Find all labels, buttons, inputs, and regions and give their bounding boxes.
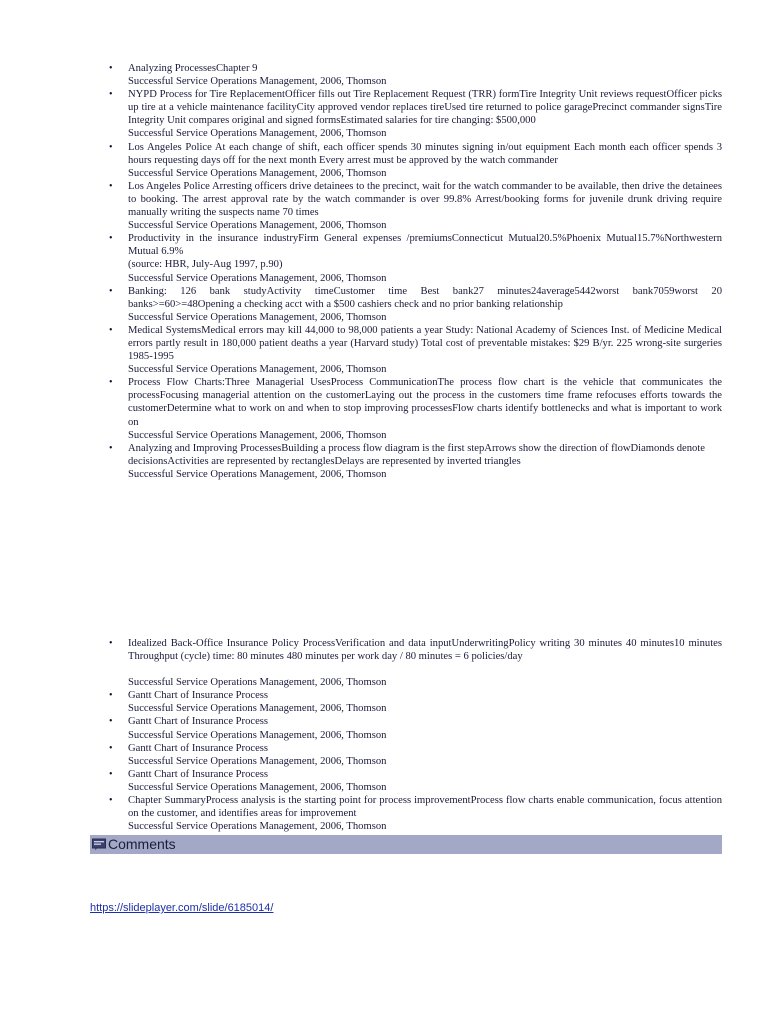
list-item-text: NYPD Process for Tire ReplacementOfficer fills out Tire Replacement Request (TRR) formTire Integrity Unit reviews requestOfficer picks up tire at a vehicle maintenance facilityCity approved vendor replaces tireUsed tire returned to police garagePrecinct commander signsTire Integrity Unit compares original and signed formsEstimated salaries for tire changing: $500,000 xyxy=(128,89,722,127)
bullet-icon: • xyxy=(109,442,113,454)
bullet-icon: • xyxy=(109,141,113,153)
bullet-icon: • xyxy=(109,716,113,728)
source-citation: Successful Service Operations Management, 2006, Thomson xyxy=(128,703,387,715)
list-item-text: Gantt Chart of Insurance Process xyxy=(128,768,269,780)
list-item xyxy=(109,637,722,689)
bullet-icon: • xyxy=(109,742,113,754)
bullet-icon: • xyxy=(109,377,113,389)
list-item xyxy=(109,689,722,715)
bullet-icon: • xyxy=(109,690,113,702)
list-item xyxy=(109,442,722,481)
list-item-text: Gantt Chart of Insurance Process xyxy=(128,716,269,728)
list-item xyxy=(109,180,722,232)
list-item xyxy=(109,62,722,88)
bullet-icon: • xyxy=(109,285,113,297)
list-item-text: Gantt Chart of Insurance Process xyxy=(128,690,269,702)
list-item xyxy=(109,742,722,768)
bullet-icon: • xyxy=(109,324,113,336)
source-citation: Successful Service Operations Management, 2006, Thomson xyxy=(128,755,387,767)
list-item-text: Gantt Chart of Insurance Process xyxy=(128,742,269,754)
source-citation: Successful Service Operations Management, 2006, Thomson xyxy=(128,468,387,480)
list-item-text: Los Angeles Police At each change of shift, each officer spends 30 minutes signing in/out equipment Each month each officer spends 3 hours requesting days off for the next month Every arrest must be approved by the watch commander xyxy=(128,141,722,166)
list-item xyxy=(109,794,722,833)
list-item xyxy=(109,232,722,284)
list-item xyxy=(109,88,722,140)
list-item-text: Chapter SummaryProcess analysis is the starting point for process improvementProcess flow charts enable communication, focus attention on the customer, and identifies areas for improvement xyxy=(128,795,722,820)
source-citation: Successful Service Operations Management, 2006, Thomson xyxy=(128,128,387,140)
bullet-icon: • xyxy=(109,795,113,807)
list-item-text: Process Flow Charts:Three Managerial UsesProcess CommunicationThe process flow chart is the vehicle that communicates the processFocusing managerial attention on the customerLaying out the process in the customers time frame refocuses efforts towards the customerDetermine what to work on and when to stop improving processesFlow charts identify bottlenecks and what is important to work on xyxy=(128,377,722,428)
bullet-list-bottom xyxy=(109,637,722,833)
bullet-icon: • xyxy=(109,63,113,74)
comments-bar[interactable] xyxy=(90,835,722,854)
list-item-text: Banking: 126 bank studyActivity timeCustomer time Best bank27 minutes24average5442worst bank7059worst 20 banks>=60>=48Opening a checking acct with a $500 cashiers check and no prior banking relationship xyxy=(128,285,722,310)
list-item-note: (source: HBR, July-Aug 1997, p.90) xyxy=(128,259,283,271)
list-item-text: Productivity in the insurance industryFirm General expenses /premiumsConnecticut Mutual20.5%Phoenix Mutual15.7%Northwestern Mutual 6.9% xyxy=(128,233,722,258)
bullet-list-top xyxy=(109,62,722,481)
list-item xyxy=(109,324,722,376)
source-citation: Successful Service Operations Management, 2006, Thomson xyxy=(128,729,387,741)
bullet-icon: • xyxy=(109,233,113,245)
list-item-text: Los Angeles Police Arresting officers drive detainees to the precinct, wait for the watch commander to be available, then drive the detainees to booking. The arrest approval rate by the watch commander is over 99.8% Arrest/booking forms for juvenile drunk driving require manually writing the suspects name 70 times xyxy=(128,180,722,219)
list-item-text: Medical SystemsMedical errors may kill 44,000 to 98,000 patients a year Study: National Academy of Sciences Inst. of Medicine Medical errors partly result in 180,000 patient deaths a year (Harvard study) Total cost of preventable mistakes: $29 B/yr. 225 wrong-site surgeries 1985-1995 xyxy=(128,324,722,363)
list-item xyxy=(109,768,722,794)
bullet-icon: • xyxy=(109,180,113,192)
source-citation: Successful Service Operations Management, 2006, Thomson xyxy=(128,76,387,88)
source-citation: Successful Service Operations Management, 2006, Thomson xyxy=(128,429,387,441)
bullet-icon: • xyxy=(109,768,113,780)
source-citation: Successful Service Operations Management, 2006, Thomson xyxy=(128,311,387,323)
spacer xyxy=(128,663,722,676)
list-item xyxy=(109,141,722,180)
list-item xyxy=(109,376,722,441)
comments-label: Comments xyxy=(108,836,176,852)
bullet-icon: • xyxy=(109,89,113,101)
source-link[interactable]: https://slideplayer.com/slide/6185014/ xyxy=(90,902,274,914)
list-item-text: Idealized Back-Office Insurance Policy ProcessVerification and data inputUnderwritingPolicy writing 30 minutes 40 minutes10 minutes Throughput (cycle) time: 80 minutes 480 minutes per work day / 80 minutes = 6 policies/day xyxy=(128,638,722,663)
list-item xyxy=(109,285,722,324)
list-item-text: Analyzing and Improving ProcessesBuilding a process flow diagram is the first stepArrows show the direction of flowDiamonds denote decisionsActivities are represented by rectanglesDelays are represented by inverted triangles xyxy=(128,442,705,467)
source-citation: Successful Service Operations Management, 2006, Thomson xyxy=(128,272,387,284)
list-item-text: Analyzing ProcessesChapter 9 xyxy=(128,63,258,74)
source-citation: Successful Service Operations Management, 2006, Thomson xyxy=(128,781,387,793)
source-citation: Successful Service Operations Management, 2006, Thomson xyxy=(128,677,387,689)
source-citation: Successful Service Operations Management, 2006, Thomson xyxy=(128,364,387,376)
comments-icon xyxy=(92,838,106,850)
list-item xyxy=(109,715,722,741)
bullet-icon: • xyxy=(109,638,113,649)
source-citation: Successful Service Operations Management, 2006, Thomson xyxy=(128,821,387,833)
source-citation: Successful Service Operations Management, 2006, Thomson xyxy=(128,220,387,232)
source-citation: Successful Service Operations Management, 2006, Thomson xyxy=(128,167,387,179)
